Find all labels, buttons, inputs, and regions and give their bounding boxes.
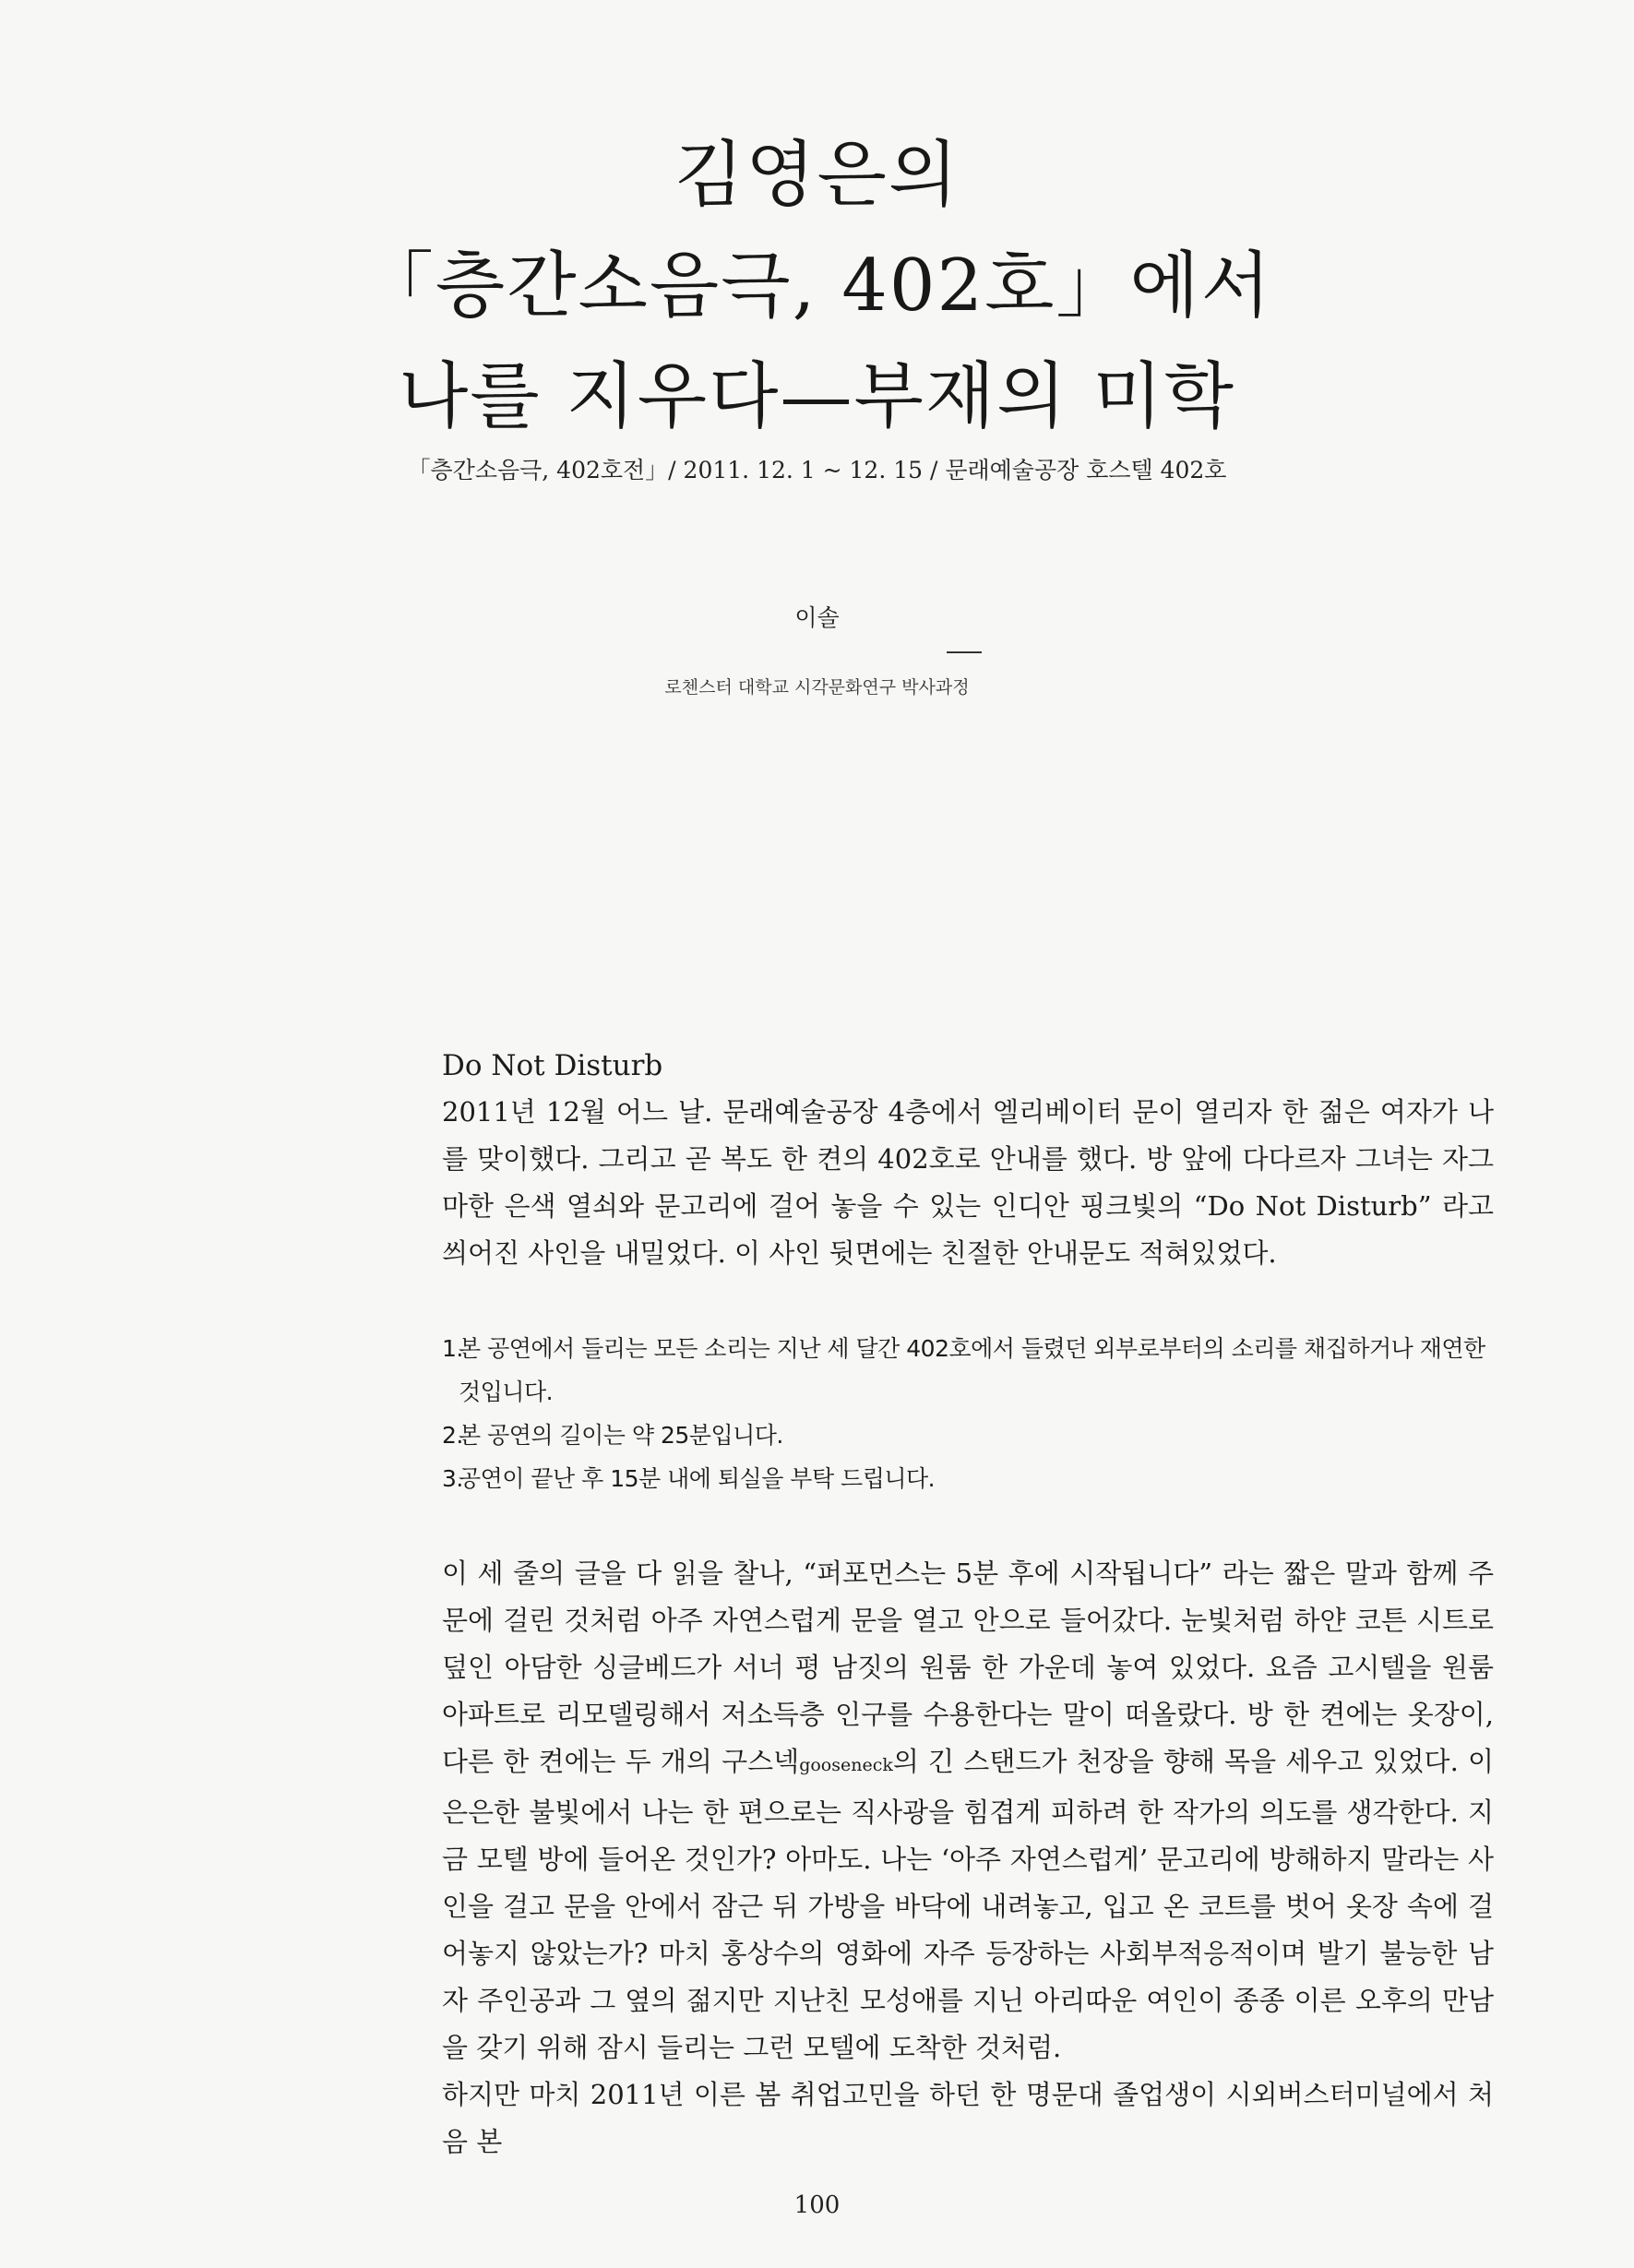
article-body — [442, 1043, 1494, 2166]
paragraph-1: 2011년 12월 어느 날. 문래예술공장 4층에서 엘리베이터 문이 열리자 한 젊은 여자가 나를 맞이했다. 그리고 곧 복도 한 켠의 402호로 안내를 했다. 방 앞에 다다르자 그녀는 자그마한 은색 열쇠와 문고리에 걸어 놓을 수 있는 인디안 핑크빛의 “Do Not Disturb” 라고 씌어진 사인을 내밀었다. 이 사인 뒷면에는 친절한 안내문도 적혀있었다. — [442, 1096, 1494, 1269]
notice-number: 3. — [442, 1465, 463, 1492]
title-line-3: 나를 지우다—부재의 미학 — [398, 355, 1236, 438]
paragraph-2 — [442, 1550, 1494, 2071]
paragraph-2-part-2: 의 긴 스탠드가 천장을 향해 목을 세우고 있었다. 이 은은한 불빛에서 나는 한 편으로는 직사광을 힘겹게 피하려 한 작가의 의도를 생각한다. 지금 모텔 방에 들어온 것인가? 아마도. 나는 ‘아주 자연스럽게’ 문고리에 방해하지 말라는 사인을 걸고 문을 안에서 잠근 뒤 가방을 바닥에 내려놓고, 입고 온 코트를 벗어 옷장 속에 걸어놓지 않았는가? 마치 홍상수의 영화에 자주 등장하는 사회부적응적이며 발기 불능한 남자 주인공과 그 옆의 젊지만 지난친 모성애를 지닌 아리따운 여인이 종종 이른 오후의 만남을 갖기 위해 잠시 들리는 그런 모텔에 도착한 것처럼. — [442, 1746, 1495, 2063]
notice-item — [442, 1414, 1494, 1457]
author-name: 이솔 — [794, 604, 840, 631]
page-number: 100 — [793, 2191, 841, 2219]
notice-list — [442, 1327, 1494, 1500]
title-line-2: 「층간소음극, 402호」에서 — [361, 245, 1273, 328]
section-heading: Do Not Disturb — [442, 1049, 663, 1082]
author-affiliation: 로첸스터 대학교 시각문화연구 박사과정 — [664, 677, 970, 698]
notice-text: 본 공연에서 들리는 모든 소리는 지난 세 달간 402호에서 들렸던 외부로부터의 소리를 채집하거나 재연한 것입니다. — [459, 1335, 1485, 1405]
notice-number: 1. — [442, 1335, 463, 1362]
exhibition-info: 「층간소음극, 402호전」/ 2011. 12. 1 ~ 12. 15 / 문래예술공장 호스텔 402호 — [407, 457, 1227, 483]
notice-item — [442, 1457, 1494, 1500]
paragraph-3: 하지만 마치 2011년 이른 봄 취업고민을 하던 한 명문대 졸업생이 시외버스터미널에서 처음 본 — [442, 2079, 1494, 2157]
notice-text: 본 공연의 길이는 약 25분입니다. — [459, 1422, 783, 1449]
notice-item — [442, 1327, 1494, 1414]
title-line-1: 김영은의 — [674, 134, 960, 217]
paragraph-2-part-1: 이 세 줄의 글을 다 읽을 찰나, “퍼포먼스는 5분 후에 시작됩니다” 라는 짧은 말과 함께 주문에 걸린 것처럼 아주 자연스럽게 문을 열고 안으로 들어갔다. 눈빛처럼 하얀 코튼 시트로 덮인 아담한 싱글베드가 서너 평 남짓의 원룸 한 가운데 놓여 있었다. 요즘 고시텔을 원룸 아파트로 리모델링해서 저소득층 인구를 수용한다는 말이 떠올랐다. 방 한 켠에는 옷장이, 다른 한 켠에는 두 개의 구스넥 — [442, 1558, 1494, 1777]
author-divider — [947, 651, 982, 653]
gloss-gooseneck: gooseneck — [799, 1755, 893, 1775]
notice-number: 2. — [442, 1422, 463, 1449]
page-title — [0, 120, 1634, 452]
notice-text: 공연이 끝난 후 15분 내에 퇴실을 부탁 드립니다. — [459, 1465, 936, 1492]
